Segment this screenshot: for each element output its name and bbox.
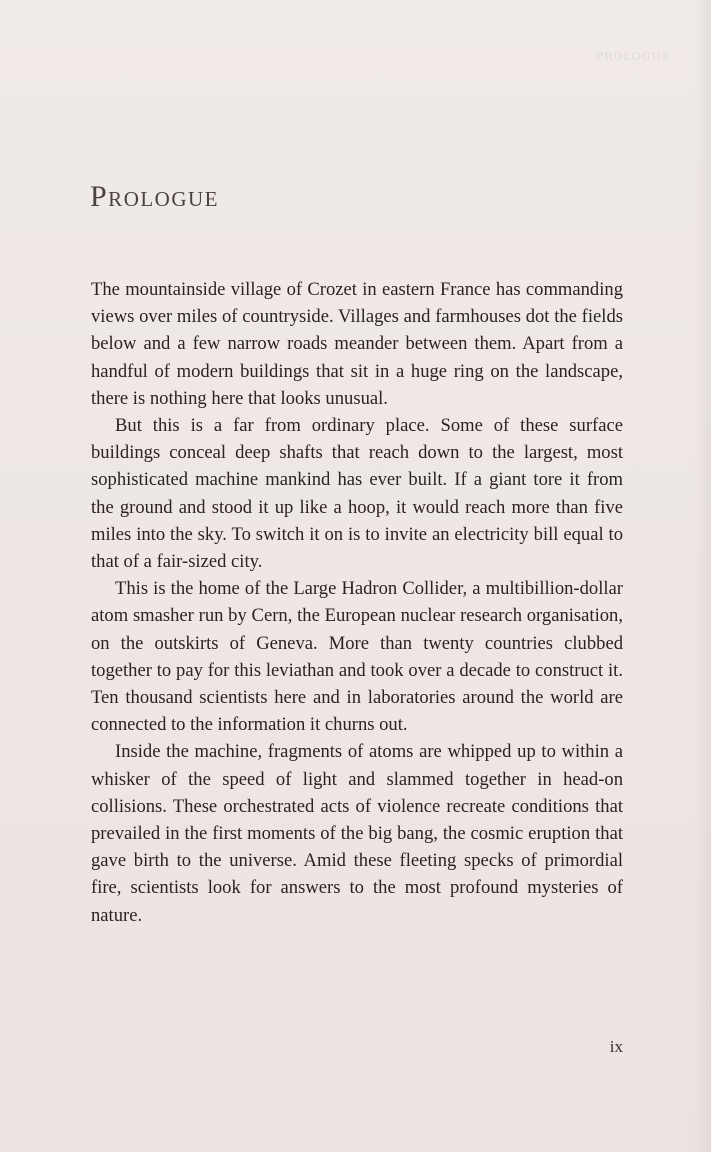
paragraph: Inside the machine, fragments of atoms are whipped up to within a whisker of the speed of light and slammed together in head-on collisions. These orchestrated acts of violence recreate conditions that prevailed in the first moments of the big bang, the cosmic eruption that gave birth to the universe. Amid these fleeting specks of primordial fire, scientists look for answers to the most profound mysteries of nature. <box>91 741 623 926</box>
body-text <box>91 276 623 929</box>
page-edge-shadow <box>693 0 711 1152</box>
paragraph: But this is a far from ordinary place. Some of these surface buildings conceal deep shafts that reach down to the largest, most sophisticated machine mankind has ever built. If a giant tore it from the ground and stood it up like a hoop, it would reach more than five miles into the sky. To switch it on is to invite an electricity bill equal to that of a fair-sized city. <box>91 415 623 573</box>
bleed-through-header: PROLOGUE <box>595 50 671 63</box>
paragraph: This is the home of the Large Hadron Collider, a multibillion-dollar atom smasher run by Cern, the European nuclear research organisation, on the outskirts of Geneva. More than twenty countries clubbed together to pay for this leviathan and took over a decade to construct it. Ten thousand scientists here and in laboratories around the world are connected to the information it churns out. <box>91 578 623 736</box>
chapter-title: Prologue <box>90 180 220 213</box>
bleed-through-text <box>92 106 622 161</box>
page-number: ix <box>609 1037 623 1056</box>
paragraph: The mountainside village of Crozet in eastern France has commanding views over miles of countryside. Villages and farmhouses dot the fields below and a few narrow roads meander between them. Apart from a handful of modern buildings that sit in a huge ring on the landscape, there is nothing here that looks unusual. <box>91 279 623 409</box>
